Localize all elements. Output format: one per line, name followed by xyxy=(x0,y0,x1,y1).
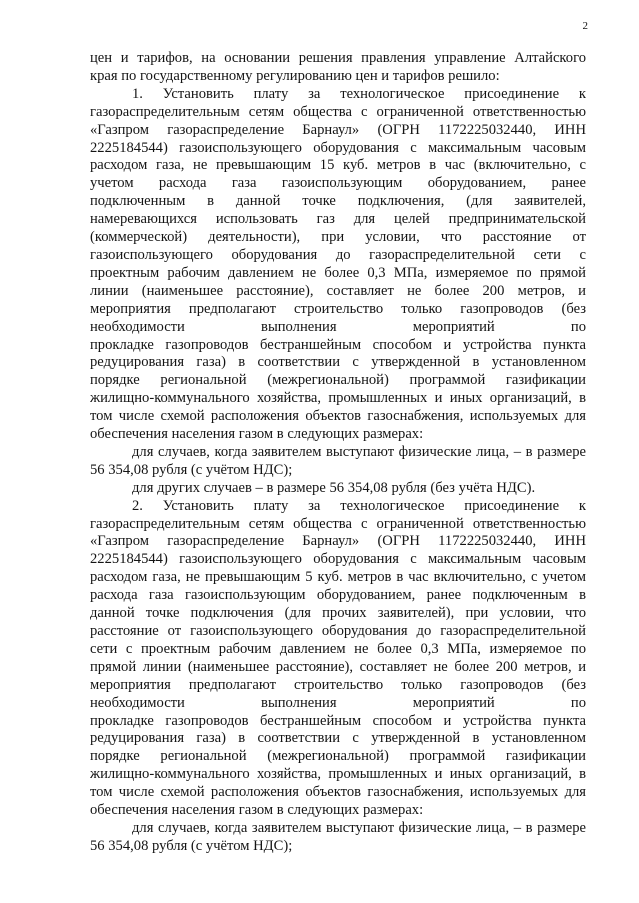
text-line: расхода газа газоиспользующим оборудованием, ранее подключенным в xyxy=(90,587,586,604)
text-line: для других случаев – в размере 56 354,08 рубля (без учёта НДС). xyxy=(132,479,536,496)
text-line: 56 354,08 рубля (с учётом НДС); xyxy=(90,837,293,854)
text-line: расстояние от газоиспользующего оборудования до газораспределительной xyxy=(90,623,586,639)
text-line: порядке региональной (межрегиональной) программой газификации xyxy=(90,748,586,765)
text-line: (коммерческой) деятельности), при условии, что расстояние от xyxy=(90,229,586,246)
text-line: редуцирования газа) в соответствии с утвержденной в установленном xyxy=(90,354,586,371)
text-line: необходимости выполнения мероприятий по xyxy=(90,318,586,335)
text-line: газораспределительным сетям общества с ограниченной ответственностью xyxy=(90,515,586,532)
document-body xyxy=(90,50,586,856)
text-line: прокладке газопроводов бестраншейным способом и устройства пункта xyxy=(90,336,586,353)
text-line: цен и тарифов, на основании решения правления управление Алтайского xyxy=(90,50,586,66)
text-line: обеспечения населения газом в следующих размерах: xyxy=(90,426,424,443)
text-line: «Газпром газораспределение Барнаул» (ОГРН 1172225032440, ИНН xyxy=(90,121,586,138)
text-line: сети с проектным рабочим давлением не более 0,3 МПа, измеряемое по xyxy=(90,640,586,657)
text-line: намеревающихся использовать газ для целей предпринимательской xyxy=(90,211,586,228)
text-line: мероприятия предполагают строительство только газопроводов (без xyxy=(90,676,586,693)
text-line: расходом газа, не превышающим 5 куб. метров в час включительно, с учетом xyxy=(90,569,586,586)
text-line: газораспределительным сетям общества с ограниченной ответственностью xyxy=(90,103,586,120)
text-line: 2225184544) газоиспользующего оборудования с максимальным часовым xyxy=(90,551,586,568)
text-line: 1. Установить плату за технологическое присоединение к xyxy=(132,85,586,102)
text-line: подключенным в данной точке подключения, (для заявителей, xyxy=(90,193,586,210)
text-line: мероприятия предполагают строительство только газопроводов (без xyxy=(90,300,586,317)
text-line: для случаев, когда заявителем выступают физические лица, – в размере xyxy=(132,443,586,460)
text-line: «Газпром газораспределение Барнаул» (ОГРН 1172225032440, ИНН xyxy=(90,533,586,550)
page-number: 2 xyxy=(582,20,588,32)
text-line: прокладке газопроводов бестраншейным способом и устройства пункта xyxy=(90,712,586,729)
text-line: том числе схемой расположения объектов газоснабжения, используемых для xyxy=(90,408,586,425)
text-line: том числе схемой расположения объектов газоснабжения, используемых для xyxy=(90,784,586,801)
text-line: обеспечения населения газом в следующих размерах: xyxy=(90,802,424,819)
text-line: 2. Установить плату за технологическое присоединение к xyxy=(132,497,586,514)
text-line: редуцирования газа) в соответствии с утвержденной в установленном xyxy=(90,730,586,747)
text-line: 56 354,08 рубля (с учётом НДС); xyxy=(90,461,293,478)
text-line: края по государственному регулированию цен и тарифов решило: xyxy=(90,67,500,84)
text-line: прямой линии (наименьшее расстояние), составляет не более 200 метров, и xyxy=(90,658,586,675)
text-line: жилищно-коммунального хозяйства, промышленных и иных организаций, в xyxy=(90,390,586,407)
text-line: 2225184544) газоиспользующего оборудования с максимальным часовым xyxy=(90,139,586,156)
text-line: необходимости выполнения мероприятий по xyxy=(90,694,586,711)
text-line: для случаев, когда заявителем выступают физические лица, – в размере xyxy=(132,819,586,836)
text-line: линии (наименьшее расстояние), составляет не более 200 метров, и xyxy=(90,282,586,299)
text-line: проектным рабочим давлением не более 0,3 МПа, измеряемое по прямой xyxy=(90,264,586,281)
text-line: жилищно-коммунального хозяйства, промышленных и иных организаций, в xyxy=(90,766,586,783)
text-line: данной точке подключения (для прочих заявителей), при условии, что xyxy=(90,605,586,622)
text-line: учетом расхода газа газоиспользующим оборудованием, ранее xyxy=(90,175,586,192)
text-line: порядке региональной (межрегиональной) программой газификации xyxy=(90,372,586,389)
text-line: газоиспользующего оборудования до газораспределительной сети с xyxy=(90,246,586,263)
text-line: расходом газа, не превышающим 15 куб. метров в час (включительно, с xyxy=(90,157,586,174)
